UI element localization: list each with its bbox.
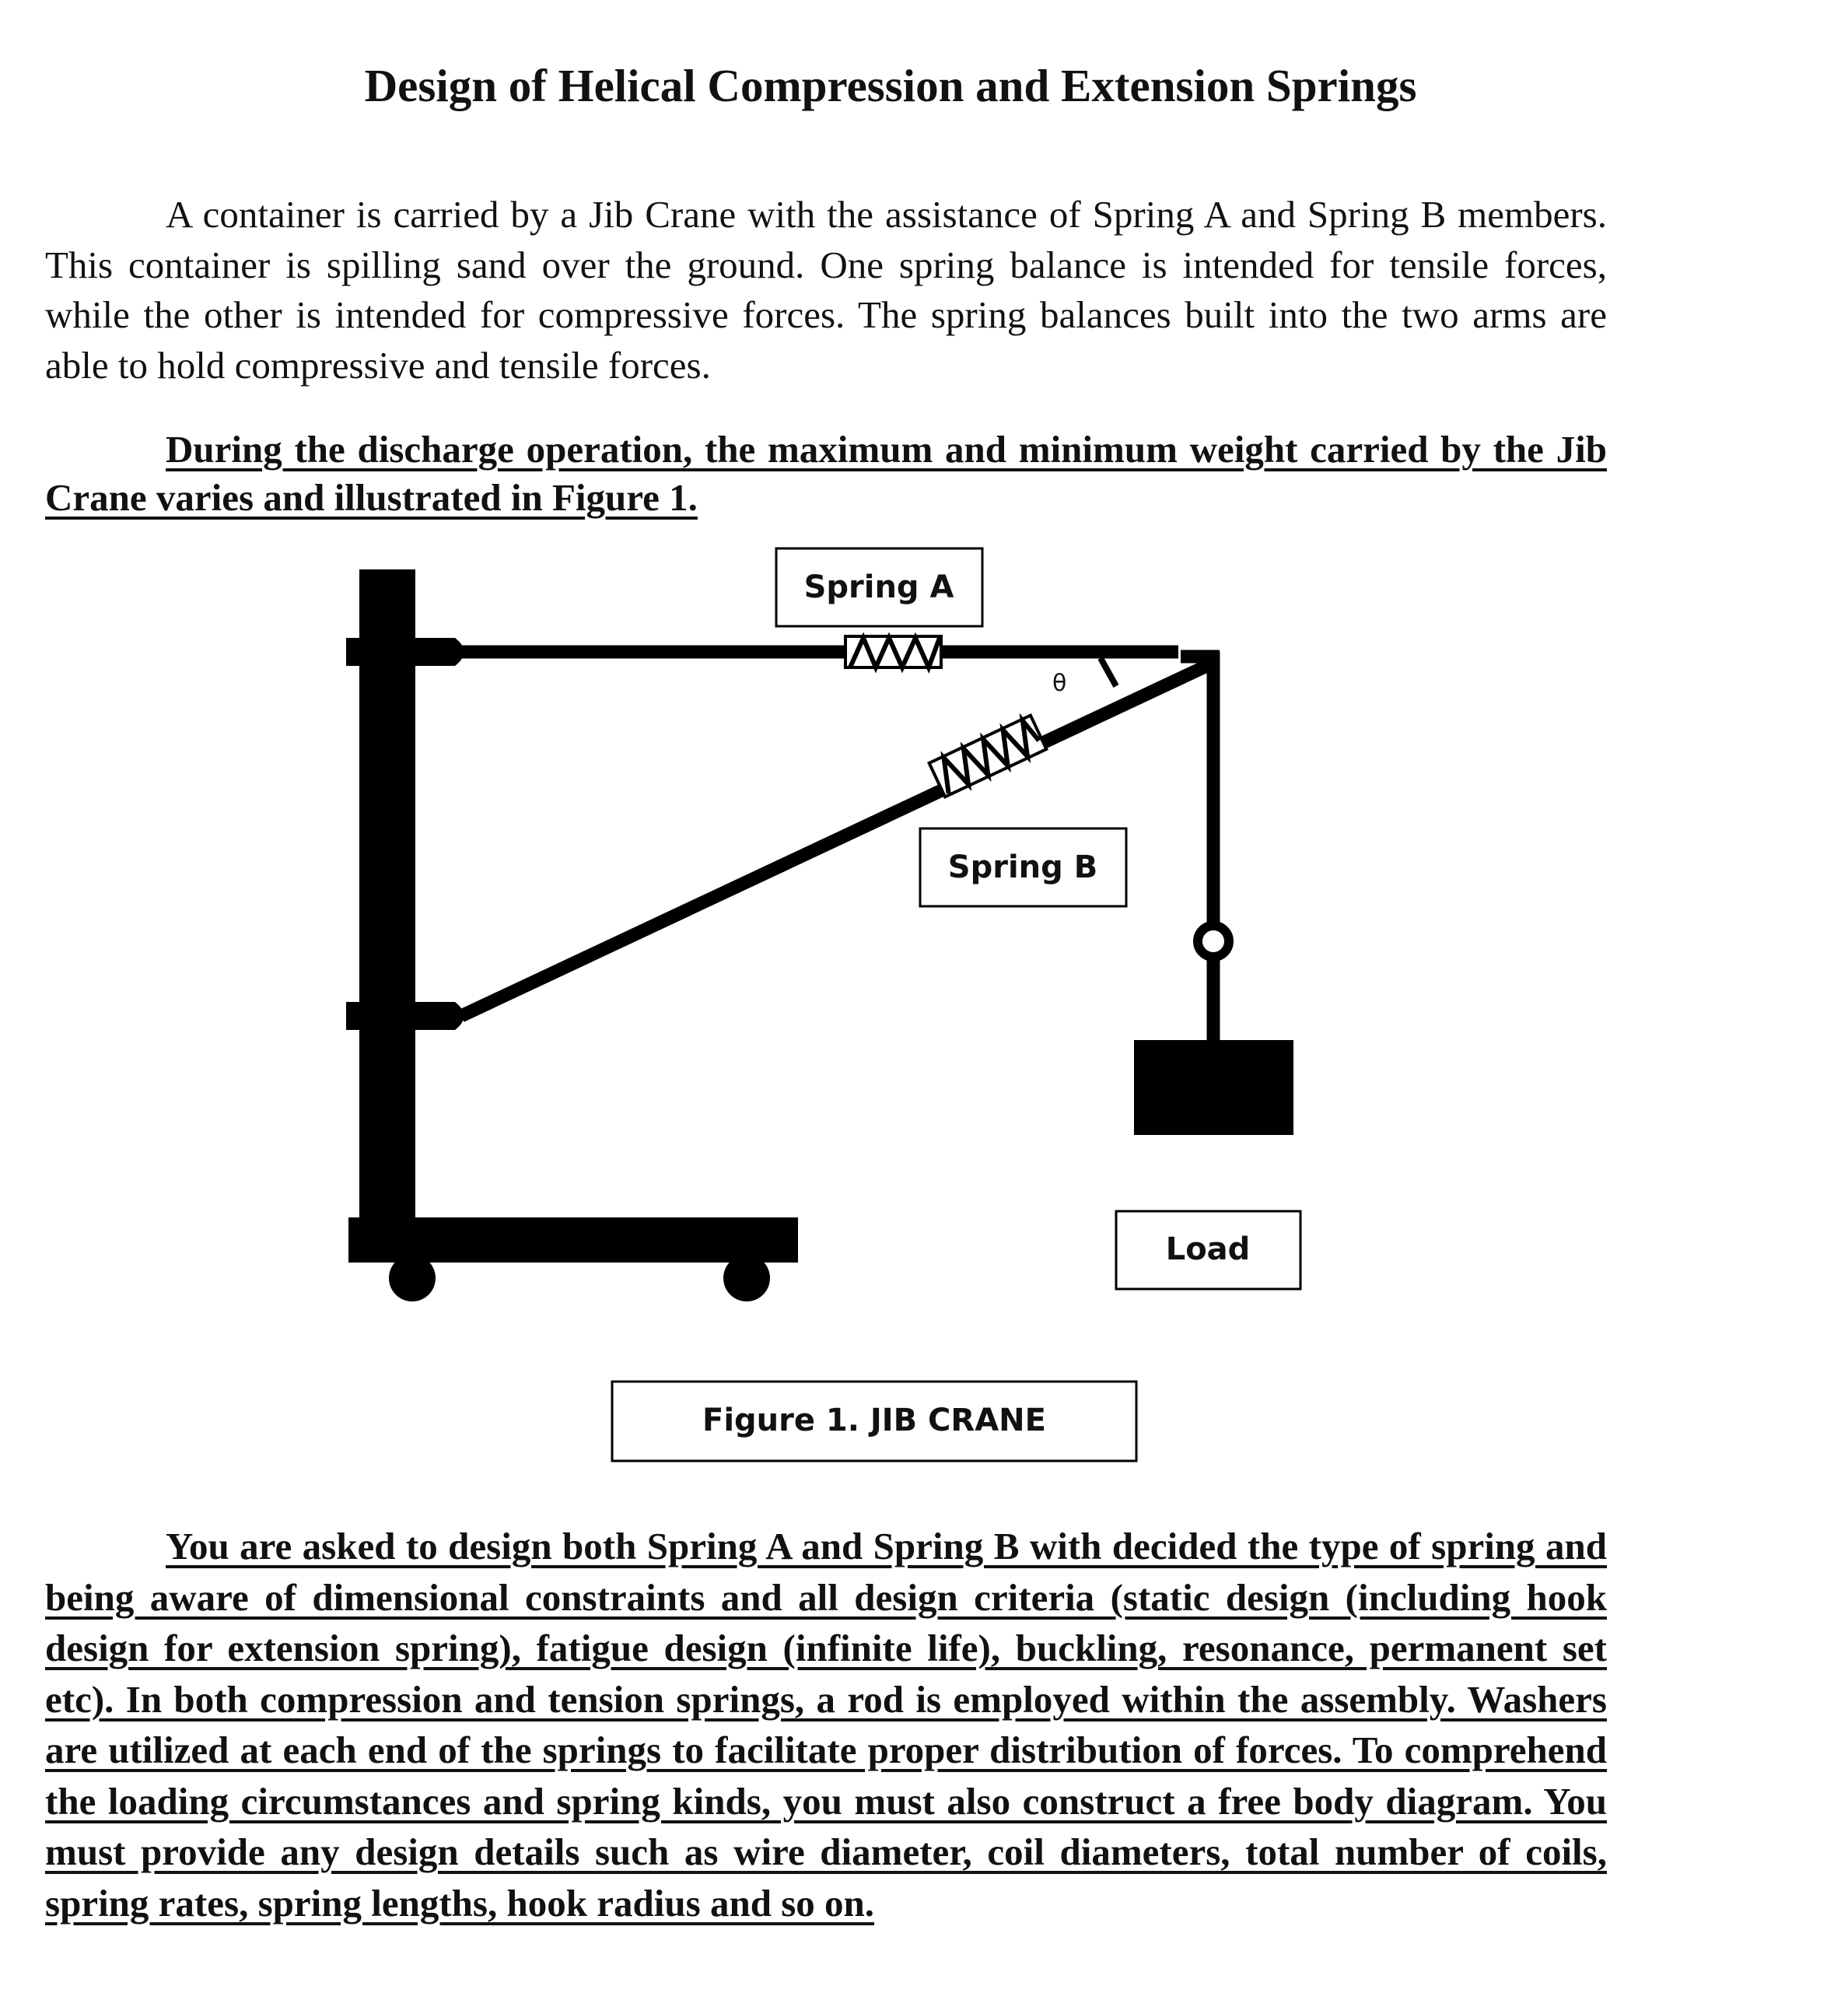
task-paragraph: You are asked to design both Spring A and Spring B with decided the type of spring and being aware of dimensional constraints and all design criteria (static design (including hook design for extension spring), fatigue design (infinite life), buckling, resonance, permanent set etc). In both compression and tension springs, a rod is employed within the assembly. Washers are utilized at each end of the springs to facilitate proper distribution of forces. To comprehend the loading circumstances and spring kinds, you must also construct a free body diagram. You must provide any design details such as wire diameter, coil diameters, total number of coils, spring rates, spring lengths, hook radius and so on.: [45, 1525, 1607, 1925]
lower-arm-bracket: [346, 1002, 464, 1030]
spring-b-label: Spring B: [947, 849, 1098, 885]
top-arm-bracket: [346, 638, 464, 666]
left-wheel: [389, 1255, 436, 1301]
document-title: Design of Helical Compression and Extension Springs: [364, 60, 1417, 111]
angle-marker: [1101, 658, 1116, 686]
hook: [1198, 926, 1229, 957]
spring-a-label: Spring A: [803, 569, 954, 605]
discharge-paragraph: During the discharge operation, the maximum and minimum weight carried by the Jib Crane varies and illustrated in Figure 1.: [45, 428, 1607, 519]
right-wheel: [723, 1255, 770, 1301]
load-label: Load: [1165, 1231, 1251, 1267]
intro-paragraph: A container is carried by a Jib Crane with the assistance of Spring A and Spring B members. This container is spilling sand over the ground. One spring balance is intended for tensile forces, while the other is intended for compressive forces. The spring balances built into the two arms are able to hold compressive and tensile forces.: [45, 193, 1607, 387]
angle-label: θ: [1052, 670, 1067, 697]
crane-mast: [359, 569, 415, 1248]
spring-b-coil-group: [929, 716, 1047, 797]
figure-caption: Figure 1. JIB CRANE: [702, 1403, 1046, 1438]
load-block: [1134, 1040, 1293, 1135]
